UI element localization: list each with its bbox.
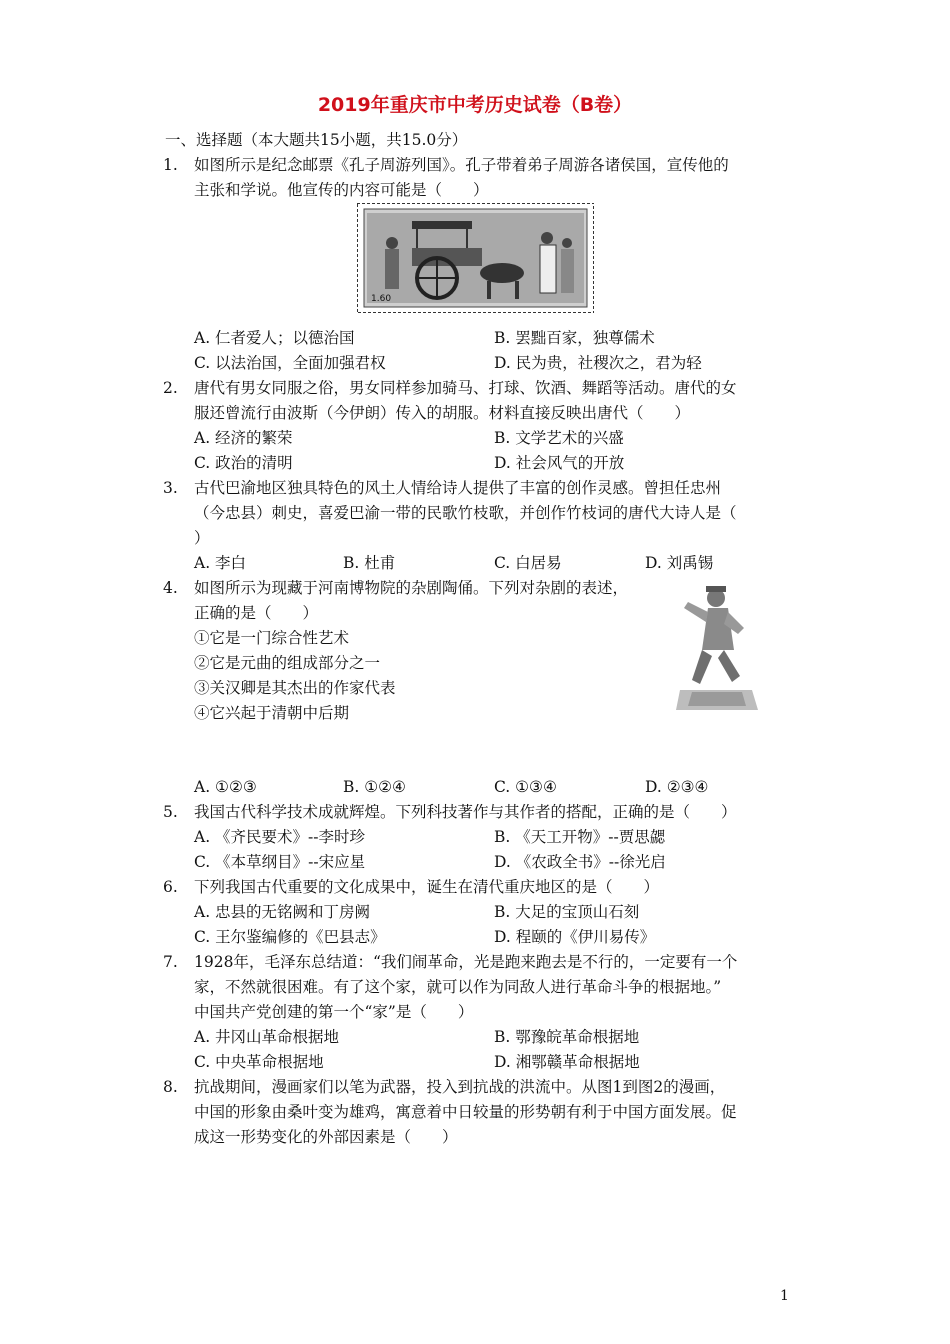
page-number: 1 — [780, 1288, 789, 1304]
question-text: 古代巴渝地区独具特色的风土人情给诗人提供了丰富的创作灵感。曾担任忠州 — [194, 479, 722, 497]
option: C. ①③④ — [494, 778, 557, 796]
option: C. 白居易 — [494, 554, 562, 572]
question-text: 我国古代科学技术成就辉煌。下列科技著作与其作者的搭配，正确的是（ ） — [194, 803, 737, 821]
option: C. 《本草纲目》--宋应星 — [194, 853, 366, 871]
question-text: 抗战期间，漫画家们以笔为武器，投入到抗战的洪流中。从图1到图2的漫画， — [194, 1078, 726, 1096]
option: D. 社会风气的开放 — [494, 454, 625, 472]
option: D. 程颐的《伊川易传》 — [494, 928, 656, 946]
option: B. 《天工开物》--贾思勰 — [494, 828, 666, 846]
question-text: 如图所示为现藏于河南博物院的杂剧陶俑。下列对杂剧的表述， — [194, 579, 629, 597]
option: C. 以法治国，全面加强君权 — [194, 354, 386, 372]
question-text: 正确的是（ ） — [194, 604, 319, 622]
option: B. 鄂豫皖革命根据地 — [494, 1028, 640, 1046]
statement: ②它是元曲的组成部分之一 — [194, 654, 381, 672]
option: A. 经济的繁荣 — [194, 429, 293, 447]
option: B. ①②④ — [343, 778, 406, 796]
option: D. ②③④ — [645, 778, 709, 796]
question-number: 4. — [163, 579, 178, 597]
option: B. 杜甫 — [343, 554, 396, 572]
question-text: 主张和学说。他宣传的内容可能是（ ） — [194, 181, 489, 199]
option: A. 仁者爱人；以德治国 — [194, 329, 355, 347]
stamp-image — [357, 203, 594, 313]
question-number: 8. — [163, 1078, 178, 1096]
question-text: 服还曾流行由波斯（今伊朗）传入的胡服。材料直接反映出唐代（ ） — [194, 404, 691, 422]
question-number: 1. — [163, 156, 178, 174]
question-text: 如图所示是纪念邮票《孔子周游列国》。孔子带着弟子周游各诸侯国，宣传他的 — [194, 156, 729, 174]
question-number: 3. — [163, 479, 178, 497]
question-text: 中国共产党创建的第一个“家”是（ ） — [194, 1003, 474, 1021]
question-text: ） — [194, 529, 210, 547]
question-number: 6. — [163, 878, 178, 896]
stamp-value: 1.60 — [371, 294, 392, 304]
statement: ④它兴起于清朝中后期 — [194, 704, 350, 722]
section-heading: 一、选择题（本大题共15小题，共15.0分） — [165, 131, 468, 149]
option: A. 李白 — [194, 554, 247, 572]
question-text: 成这一形势变化的外部因素是（ ） — [194, 1128, 458, 1146]
option: C. 中央革命根据地 — [194, 1053, 324, 1071]
statement: ③关汉卿是其杰出的作家代表 — [194, 679, 396, 697]
question-text: 下列我国古代重要的文化成果中，诞生在清代重庆地区的是（ ） — [194, 878, 660, 896]
option: D. 湘鄂赣革命根据地 — [494, 1053, 640, 1071]
question-text: 家，不然就很困难。有了这个家，就可以作为同敌人进行革命斗争的根据地。” — [194, 978, 722, 996]
option: A. ①②③ — [194, 778, 257, 796]
question-number: 7. — [163, 953, 178, 971]
option: B. 文学艺术的兴盛 — [494, 429, 624, 447]
option: D. 民为贵，社稷次之，君为轻 — [494, 354, 702, 372]
option: B. 罢黜百家，独尊儒术 — [494, 329, 655, 347]
question-text: 中国的形象由桑叶变为雄鸡，寓意着中日较量的形势朝有利于中国方面发展。促 — [194, 1103, 737, 1121]
question-text: （今忠县）刺史，喜爱巴渝一带的民歌竹枝歌，并创作竹枝词的唐代大诗人是（ — [194, 504, 737, 522]
option: D. 刘禹锡 — [645, 554, 714, 572]
statement: ①它是一门综合性艺术 — [194, 629, 350, 647]
option: A. 《齐民要术》--李时珍 — [194, 828, 366, 846]
pottery-figurine-image — [672, 580, 762, 715]
option: A. 忠县的无铭阙和丁房阙 — [194, 903, 371, 921]
question-number: 5. — [163, 803, 178, 821]
question-text: 1928年，毛泽东总结道：“我们闹革命，光是跑来跑去是不行的，一定要有一个 — [194, 953, 738, 971]
question-number: 2. — [163, 379, 178, 397]
option: D. 《农政全书》--徐光启 — [494, 853, 666, 871]
option: C. 政治的清明 — [194, 454, 293, 472]
page-title: 2019年重庆市中考历史试卷（B卷） — [317, 94, 633, 116]
question-text: 唐代有男女同服之俗，男女同样参加骑马、打球、饮酒、舞蹈等活动。唐代的女 — [194, 379, 737, 397]
option: B. 大足的宝顶山石刻 — [494, 903, 640, 921]
option: A. 井冈山革命根据地 — [194, 1028, 340, 1046]
option: C. 王尔鉴编修的《巴县志》 — [194, 928, 386, 946]
